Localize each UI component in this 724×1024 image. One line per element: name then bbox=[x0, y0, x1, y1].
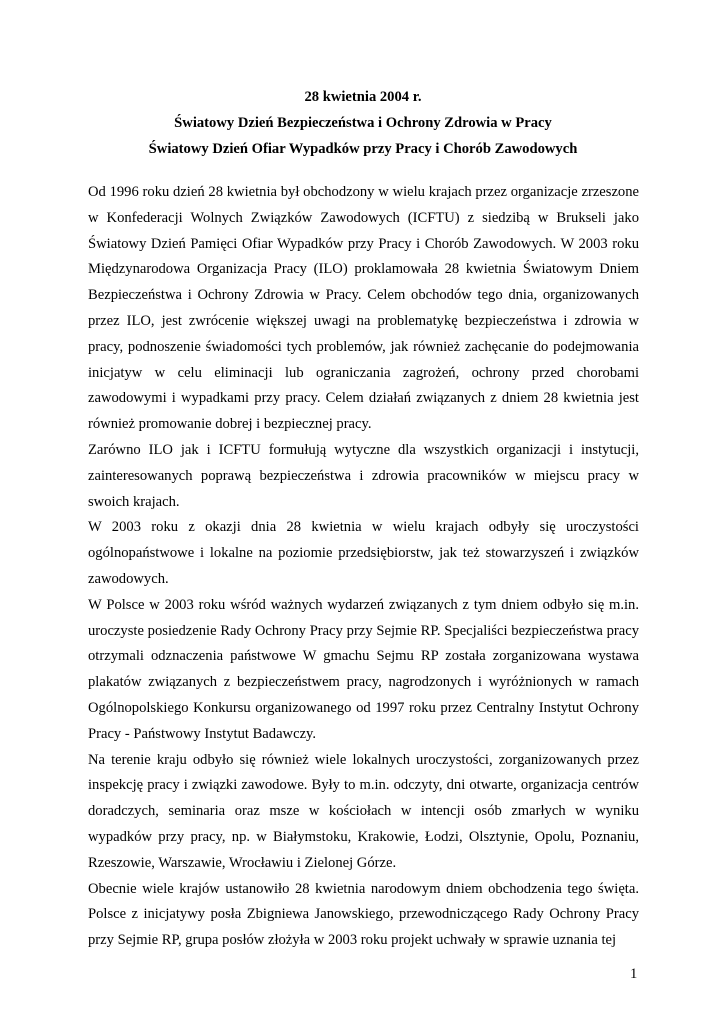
paragraph-national-day: Obecnie wiele krajów ustanowiło 28 kwietnia narodowym dniem obchodzenia tego święta. Polsce z inicjatywy posła Zbigniewa Janowskiego, przewodniczącego Rady Ochrony Pracy przy Sejmie RP, grupa posłów złożyła w 2003 roku projekt uchwały w sprawie uznania tej bbox=[88, 880, 639, 949]
paragraph-history: Od 1996 roku dzień 28 kwietnia był obchodzony w wielu krajach przez organizacje zrzeszone w Konfederacji Wolnych Związków Zawodowych (ICFTU) z siedzibą w Brukseli jako Światowy Dzień Pamięci Ofiar Wypadków przy Pracy i Chorób Zawodowych. W 2003 roku Międzynarodowa Organizacja Pracy (ILO) proklamowała 28 kwietnia Światowym Dniem Bezpieczeństwa i Ochrony Zdrowia w Pracy. Celem obchodów tego dnia, organizowanych przez ILO, jest zwrócenie większej uwagi na problematykę bezpieczeństwa i zdrowia w pracy, podnoszenie świadomości tych problemów, jak również zachęcanie do podejmowania inicjatyw w celu eliminacji lub ograniczania zagrożeń, ochrony przed chorobami zawodowymi i wypadkami przy pracy. Celem działań związanych z dniem 28 kwietnia jest również promowanie dobrej i bezpiecznej pracy. bbox=[88, 184, 639, 433]
page-number: 1 bbox=[630, 966, 638, 982]
document-body bbox=[88, 180, 639, 954]
paragraph-guidelines: Zarówno ILO jak i ICFTU formułują wytyczne dla wszystkich organizacji i instytucji, zainteresowanych poprawą bezpieczeństwa i zdrowia pracowników w miejscu pracy w swoich krajach. bbox=[88, 441, 639, 510]
header-title-safety-day: Światowy Dzień Bezpieczeństwa i Ochrony Zdrowia w Pracy bbox=[174, 115, 552, 131]
document-header bbox=[88, 84, 638, 162]
paragraph-2003-events: W 2003 roku z okazji dnia 28 kwietnia w wielu krajach odbyły się uroczystości ogólnopaństwowe i lokalne na poziomie przedsiębiorstw, jak też stowarzyszeń i związków zawodowych. bbox=[88, 519, 639, 587]
header-title-victims-day: Światowy Dzień Ofiar Wypadków przy Pracy i Chorób Zawodowych bbox=[148, 141, 578, 157]
header-date: 28 kwietnia 2004 r. bbox=[304, 89, 422, 105]
paragraph-poland-2003: W Polsce w 2003 roku wśród ważnych wydarzeń związanych z tym dniem odbyło się m.in. uroczyste posiedzenie Rady Ochrony Pracy przy Sejmie RP. Specjaliści bezpieczeństwa pracy otrzymali odznaczenia państwowe W gmachu Sejmu RP została zorganizowana wystawa plakatów związanych z bezpieczeństwem pracy, nagrodzonych i wyróżnionych w ramach Ogólnopolskiego Konkursu organizowanego od 1997 roku przez Centralny Instytut Ochrony Pracy - Państwowy Instytut Badawczy. bbox=[88, 596, 639, 742]
paragraph-local-events: Na terenie kraju odbyło się również wiele lokalnych uroczystości, zorganizowanych przez inspekcję pracy i związki zawodowe. Były to m.in. odczyty, dni otwarte, organizacja centrów doradczych, seminaria oraz msze w kościołach w intencji osób zmarłych w wyniku wypadków przy pracy, np. w Białymstoku, Krakowie, Łodzi, Olsztynie, Opolu, Poznaniu, Rzeszowie, Warszawie, Wrocławiu i Zielonej Górze. bbox=[88, 751, 639, 871]
